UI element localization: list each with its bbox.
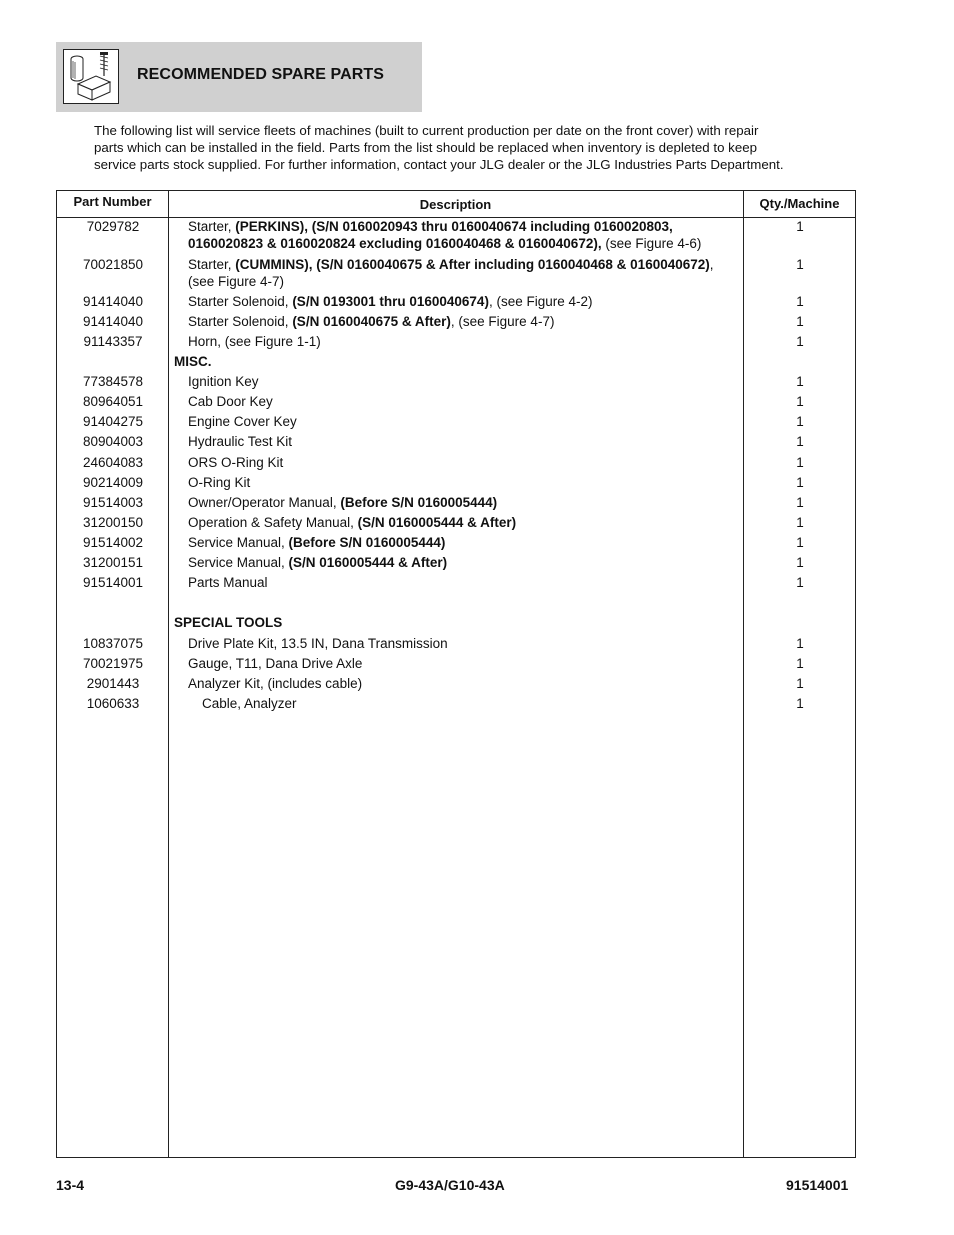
text: Starter Solenoid, xyxy=(188,294,293,309)
text: Parts Manual xyxy=(188,575,268,590)
part-number-cell: 31200150 xyxy=(82,515,144,530)
part-number-cell: 24604083 xyxy=(82,455,144,470)
qty-cell: 1 xyxy=(796,676,804,691)
bold-text: (CUMMINS), (S/N 0160040675 & After including 0160040468 & 0160040672) xyxy=(235,257,710,272)
qty-cell: 1 xyxy=(796,314,804,329)
qty-cell: 1 xyxy=(796,219,804,234)
part-number-cell: 1060633 xyxy=(86,696,140,711)
part-number-cell: 77384578 xyxy=(82,374,144,389)
text: Service Manual, xyxy=(188,555,289,570)
qty-cell: 1 xyxy=(796,414,804,429)
text: Analyzer Kit, (includes cable) xyxy=(188,676,363,691)
description-cell xyxy=(188,574,740,591)
intro-line: The following list will service fleets of machines (built to current production per date on the front cover) with repair xyxy=(94,123,759,138)
text: , (see Figure 4-2) xyxy=(488,294,593,309)
description-cell xyxy=(188,235,740,252)
model-number: G9-43A/G10-43A xyxy=(395,1177,505,1193)
text: Hydraulic Test Kit xyxy=(188,434,293,449)
part-number-cell: 10837075 xyxy=(82,636,144,651)
column-header-qty: Qty./Machine xyxy=(759,196,840,211)
document-number: 91514001 xyxy=(786,1177,849,1193)
text: , (see Figure 4-7) xyxy=(450,314,555,329)
bold-text: (Before S/N 0160005444) xyxy=(288,535,446,550)
text: Service Manual, xyxy=(188,535,289,550)
qty-cell: 1 xyxy=(796,455,804,470)
part-number-cell: 91514002 xyxy=(82,535,144,550)
bold-text: (S/N 0193001 thru 0160040674) xyxy=(292,294,489,309)
description-cell xyxy=(188,218,740,235)
description-cell xyxy=(188,655,740,672)
part-number-cell: 90214009 xyxy=(82,475,144,490)
description-cell xyxy=(188,273,740,290)
description-cell xyxy=(174,353,726,370)
bold-text: (S/N 0160005444 & After) xyxy=(288,555,448,570)
qty-cell: 1 xyxy=(796,515,804,530)
qty-cell: 1 xyxy=(796,495,804,510)
text: Horn, (see Figure 1-1) xyxy=(188,334,321,349)
description-cell xyxy=(188,554,740,571)
qty-cell: 1 xyxy=(796,394,804,409)
qty-cell: 1 xyxy=(796,636,804,651)
intro-paragraph xyxy=(94,122,854,173)
part-number-cell: 91143357 xyxy=(83,334,143,349)
qty-cell: 1 xyxy=(796,696,804,711)
bold-text: (S/N 0160040675 & After) xyxy=(292,314,451,329)
description-cell xyxy=(188,494,740,511)
bold-text: MISC. xyxy=(174,354,212,369)
text: (see Figure 4-6) xyxy=(601,236,702,251)
text: , xyxy=(709,257,714,272)
qty-cell: 1 xyxy=(796,294,804,309)
page-title: RECOMMENDED SPARE PARTS xyxy=(137,66,385,83)
description-cell xyxy=(188,433,740,450)
part-number-cell: 91414040 xyxy=(82,314,144,329)
part-number-cell: 70021850 xyxy=(82,257,144,272)
text: Operation & Safety Manual, xyxy=(188,515,358,530)
text: Drive Plate Kit, 13.5 IN, Dana Transmission xyxy=(188,636,448,651)
bold-text: SPECIAL TOOLS xyxy=(174,615,283,630)
description-cell xyxy=(188,474,740,491)
qty-cell: 1 xyxy=(796,334,804,349)
part-number-cell: 91404275 xyxy=(82,414,144,429)
part-number-cell: 2901443 xyxy=(86,676,140,691)
part-number-cell: 70021975 xyxy=(82,656,144,671)
text: Ignition Key xyxy=(188,374,259,389)
part-number-cell: 91414040 xyxy=(82,294,144,309)
text: Cab Door Key xyxy=(188,394,273,409)
column-header-description: Description xyxy=(419,197,492,212)
qty-cell: 1 xyxy=(796,475,804,490)
description-cell xyxy=(188,534,740,551)
bold-text: (Before S/N 0160005444) xyxy=(340,495,498,510)
part-number-cell: 7029782 xyxy=(86,219,140,234)
qty-cell: 1 xyxy=(796,555,804,570)
description-cell xyxy=(174,614,726,631)
qty-cell: 1 xyxy=(796,535,804,550)
text: (see Figure 4-7) xyxy=(188,274,285,289)
intro-line: service parts stock supplied. For further information, contact your JLG dealer or the JLG Industries Parts Department. xyxy=(94,157,784,172)
description-cell xyxy=(188,675,740,692)
text: O-Ring Kit xyxy=(188,475,251,490)
part-number-cell: 31200151 xyxy=(82,555,144,570)
text: Starter Solenoid, xyxy=(188,314,293,329)
description-cell xyxy=(188,373,740,390)
bold-text: 0160020823 & 0160020824 excluding 0160040468 & 0160040672), xyxy=(188,236,602,251)
part-number-cell: 80964051 xyxy=(82,394,144,409)
description-cell xyxy=(188,256,740,273)
part-number-cell: 80904003 xyxy=(82,434,144,449)
spare-parts-icon xyxy=(63,49,119,104)
description-cell xyxy=(188,454,740,471)
bold-text: (PERKINS), (S/N 0160020943 thru 0160040674 including 0160020803, xyxy=(235,219,673,234)
text: Starter, xyxy=(188,257,236,272)
spare-parts-table xyxy=(56,190,856,1158)
qty-cell: 1 xyxy=(796,434,804,449)
description-cell xyxy=(202,695,754,712)
qty-cell: 1 xyxy=(796,257,804,272)
text: Starter, xyxy=(188,219,236,234)
column-header-part-number: Part Number xyxy=(73,194,152,209)
description-cell xyxy=(188,293,740,310)
description-cell xyxy=(188,393,740,410)
description-cell xyxy=(188,333,740,350)
text: Owner/Operator Manual, xyxy=(188,495,341,510)
description-cell xyxy=(188,514,740,531)
part-number-cell: 91514003 xyxy=(82,495,144,510)
intro-line: parts which can be installed in the field. Parts from the list should be replaced when inventory is depleted to keep xyxy=(94,140,758,155)
text: Engine Cover Key xyxy=(188,414,297,429)
description-cell xyxy=(188,635,740,652)
text: ORS O-Ring Kit xyxy=(188,455,284,470)
qty-cell: 1 xyxy=(796,374,804,389)
description-cell xyxy=(188,313,740,330)
page-number: 13-4 xyxy=(56,1177,85,1193)
description-cell xyxy=(188,413,740,430)
qty-cell: 1 xyxy=(796,656,804,671)
part-number-cell: 91514001 xyxy=(82,575,144,590)
bold-text: (S/N 0160005444 & After) xyxy=(357,515,517,530)
section-banner xyxy=(56,42,422,112)
qty-cell: 1 xyxy=(796,575,804,590)
text: Cable, Analyzer xyxy=(202,696,297,711)
text: Gauge, T11, Dana Drive Axle xyxy=(188,656,363,671)
